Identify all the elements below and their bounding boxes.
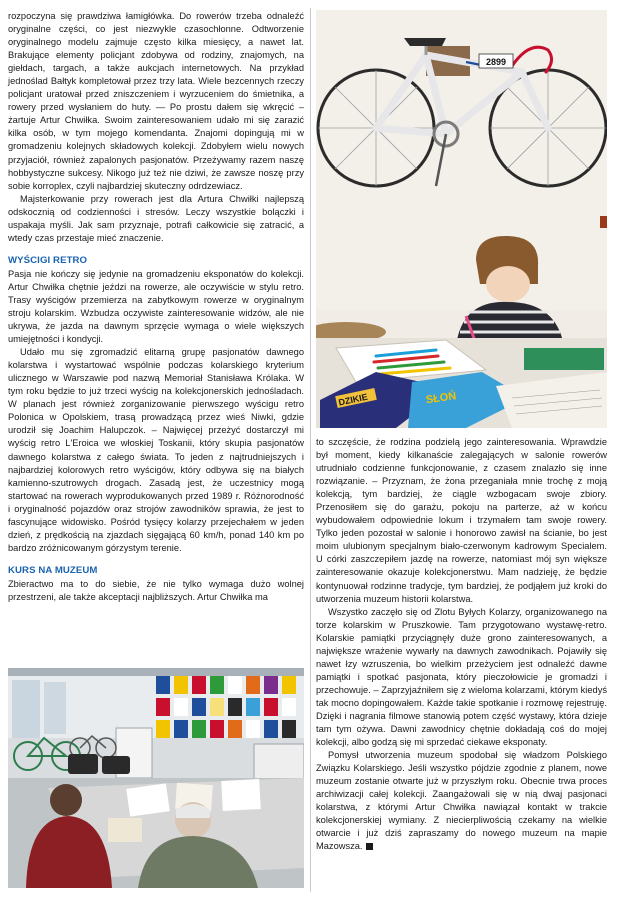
section-heading: WYŚCIGI RETRO: [8, 254, 88, 266]
paragraph: Majsterkowanie przy rowerach jest dla Artura Chwiłki najlepszą odskocznią od codzienności i stresów. Leczy wszystkie bolączki i uspakaja myśli. Jak sam przyznaje, potrafi całkowicie się zatracić, a wtedy czas przestaje mieć znaczenie.: [8, 193, 304, 243]
column-divider: [310, 8, 311, 892]
bike-wall-photo: [316, 10, 607, 428]
left-column: [8, 10, 304, 604]
paragraph: Udało mu się zgromadzić elitarną grupę pasjonatów dawnego kolarstwa i wystartować wspólnie podczas kolarskiego kryterium ulicznego w Warszawie pod nazwą Memoriał Stanisława Królaka. W tym roku będzie to już trzeci wyścig na kolekcjonerskich jednośladach. W planach jest również zorganizowanie pierwszego wyścigu retro Polonica w Opolskiem, trasą prowadzącą przez wieś Niwki, gdzie urodził się Joachim Halupczok. – Najwięcej przeżyć dostarczył mi wyścig retro L'Eroica we włoskiej Toskanii, który skupia pasjonatów dawnego kolarstwa z całego świata. To jeden z najtrudniejszych i najbardziej kolorowych retro wyścigów, który odbywa się na białych kamienno-szutrowych drogach. Zasadą jest, że uczestnicy mogą startować na rowerach wyprodukowanych przed 1989 r. Różnorodność i oryginalność pojazdów oraz strojów zawodników sprawia, że jest to fascynujące widowisko. Pośród tysięcy kolarzy przejechałem w jeden dzień, z prędkością na zjazdach sięgającą 60 km/h, ponad 140 km po bardzo zróżnicowanym górzystym terenie.: [8, 347, 304, 553]
paragraph: Pasja nie kończy się jedynie na gromadzeniu eksponatów do kolekcji. Artur Chwiłka chętnie jeździ na rowerze, ale oczywiście w stylu retro. Trasy wyścigów przemierza na zabytkowym rowerze w oryginalnym stroju kolarskim. Wzbudza oczywiste zainteresowanie widzów, ale nie ukrywa, że jazda na dawnym sprzęcie wymaga o wiele większych umiejętności i kondycji.: [8, 268, 304, 345]
paragraph: to szczęście, że rodzina podzielą jego zainteresowania. Wprawdzie był moment, kiedy kilkanaście zalegających w salonie rowerów utrudniało codzienne funkcjonowanie, z czasem znalazło się inne rozwiązanie. – Przyznam, że żona przeganiała mnie trochę z moją kolekcją, tym bardziej, że ciągle wzbogacam swoje zbiory. Przenosiłem się do garażu, pokoju na parterze, aż w końcu wybudowałem odpowiednie lokum i trzymałem tam swoje rowery. Tylko jeden pozostał w salonie i honorowo zawisł na ścianie, bo jest moim ulubionym specjalnym biało-czerwonym kadrowym Specialem. U córki zaszczepiłem jazdę na rowerze, natomiast mój syn większe zainteresowanie okazuje kolekcjonerstwu. Mam nadzieję, że będzie kontynuował rodzinne tradycje, tym bardziej, że podjąłem już kroki do utworzenia muzeum historii kolarstwa.: [316, 437, 607, 604]
section-heading: KURS NA MUZEUM: [8, 564, 98, 576]
paragraph-text: Pomysł utworzenia muzeum spodobał się władzom Polskiego Związku Kolarskiego. Jeśli wszystko pójdzie zgodnie z planem, nowe muzeum zostanie otwarte już w przyszłym roku. Obecnie trwa proces archiwizacji całej kolekcji. Zaangażowali się w nią dwaj pasjonaci kolarstwa, z którymi Artur Chwiłka nawiązał kontakt w trakcie kolekcjonerskiej wymiany. Z niecierpliwością czekamy na wielkie otwarcie i już dziś zapraszamy do nowego muzeum na mapie Mazowsza.: [316, 750, 607, 852]
paragraph: [316, 749, 607, 853]
bike-plate-number: 2899: [485, 57, 507, 67]
museum-photo: [8, 668, 304, 888]
book-title: SŁOŃ: [425, 390, 458, 407]
museum-illustration: [8, 668, 304, 888]
bike-wall-illustration: [316, 10, 607, 428]
paragraph: Zbieractwo ma to do siebie, że nie tylko wymaga dużo wolnej przestrzeni, ale także akceptacji najbliższych. Artur Chwiłka ma: [8, 578, 304, 602]
end-of-article-mark: [366, 843, 373, 850]
right-column: [316, 436, 607, 854]
book-title: DZIKIE: [337, 391, 369, 408]
paragraph: Wszystko zaczęło się od Zlotu Byłych Kolarzy, organizowanego na torze kolarskim w Pruszkowie. Tam przygotowano wystawę-retro. Kolarskie pamiątki przyciągnęły duże grono zainteresowanych, a największe wrażenie wywarły na dawnych zawodnikach. Pojawiły się nawet łzy wzruszenia, bo wielkim przeżyciem jest odnaleźć dawne pamiątki i spotkać pasjonata, który pieczołowicie je gromadzi i przechowuje. – Zaprzyjaźniłem się z wieloma kolarzami, którym kiedyś tak mocno dopingowałem. Każde takie spotkanie i rozmowę rejestruję. Dzięki i nagrania filmowe stanowią potem część wystawy, która dzieje tam tym ożywa. Dawni zawodnicy chętnie dokładają coś do mojej kolekcji, albo godzą się mi sprzedać ciekawe eksponaty.: [316, 606, 607, 748]
paragraph: rozpoczyna się prawdziwa łamigłówka. Do rowerów trzeba odnaleźć oryginalne części, co jest niezwykle czasochłonne. Odtworzenie oryginalnego modelu zajmuje często kilka miesięcy, a nawet lat. Brakujące elementy policjant zdobywa od rodziny, znajomych, na giełdach, targach, a także aukcjach internetowych. Na przykład jednoślad Bałtyk kompletował przez trzy lata. Wiele bezcennych rzeczy policjant uratował przed zniszczeniem i wyrzuceniem do śmietnika, a rowery przed wysłaniem do huty. — Po prostu dałem się wkręcić – żartuje Artur Chwiłka. Swoim zainteresowaniem udało mi się zarazić kilka osób, w tym mojego komendanta. Znajomi dopingują mi w gromadzeniu kolejnych składowych kolekcji. Zdobyłem wielu nowych przyjaciół, również zapalonych pasjonatów. Przeżywamy razem naszę hobbystyczne sukcesy. Nikogo już też nie dziwi, że zawsze noszę przy sobie korroplex, czyli najbardziej skuteczny odrdzewiacz.: [8, 11, 304, 191]
